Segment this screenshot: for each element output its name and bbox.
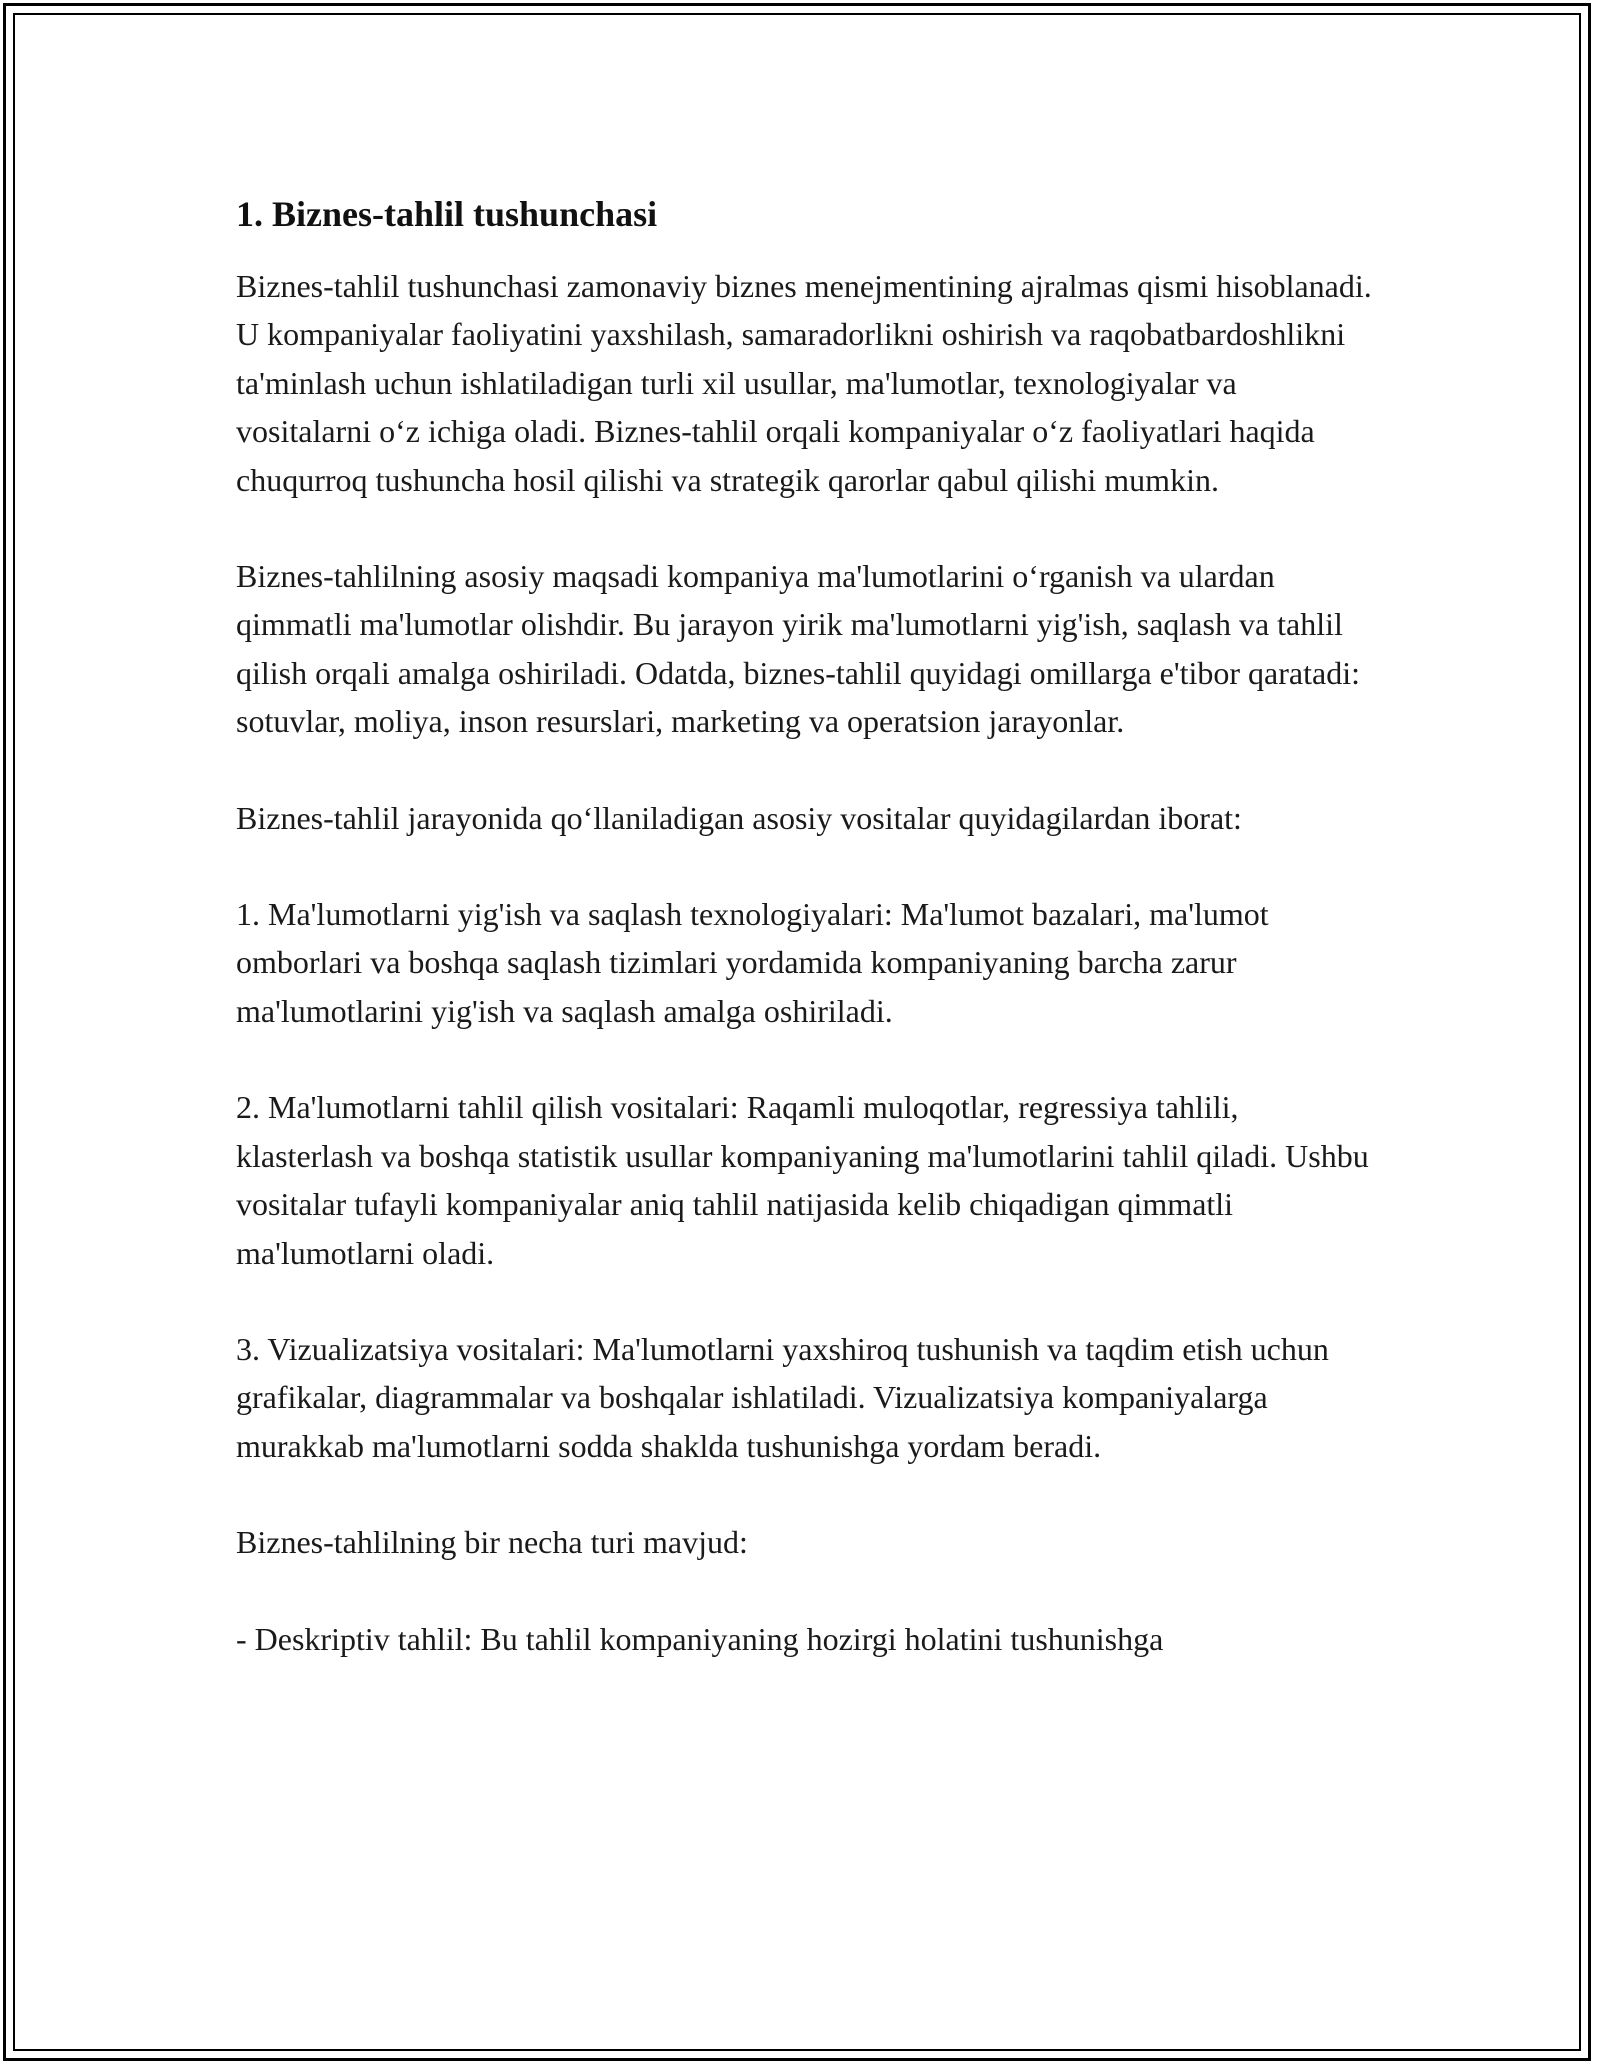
paragraph-types-intro: Biznes-tahlilning bir necha turi mavjud: (236, 1524, 748, 1561)
paragraph-purpose: Biznes-tahlilning asosiy maqsadi kompaniya ma'lumotlarini o‘rganish va ulardan qimmatli ma'lumotlar olishdir. Bu jarayon yirik ma'lumotlarni yig'ish, saqlash va tahlil qilish orqali amalga oshiriladi. Odatda, biznes-tahlil quyidagi omillarga e'tibor qaratadi: sotuvlar, moliya, inson resurslari, marketing va operatsion jarayonlar. (236, 558, 1360, 740)
paragraph-intro: Biznes-tahlil tushunchasi zamonaviy biznes menejmentining ajralmas qismi hisoblanadi. U kompaniyalar faoliyatini yaxshilash, samaradorlikni oshirish va raqobatbardoshlikni ta'minlash uchun ishlatiladigan turli xil usullar, ma'lumotlar, texnologiyalar va vositalarni o‘z ichiga oladi. Biznes-tahlil orqali kompaniyalar o‘z faoliyatlari haqida chuqurroq tushuncha hosil qilishi va strategik qarorlar qabul qilishi mumkin. (236, 268, 1372, 498)
list-item-data-collection: 1. Ma'lumotlarni yig'ish va saqlash texnologiyalari: Ma'lumot bazalari, ma'lumot omborlari va boshqa saqlash tizimlari yordamida kompaniyaning barcha zarur ma'lumotlarini yig'ish va saqlash amalga oshiriladi. (236, 896, 1269, 1029)
list-item-data-analysis: 2. Ma'lumotlarni tahlil qilish vositalari: Raqamli muloqotlar, regressiya tahlili, klasterlash va boshqa statistik usullar kompaniyaning ma'lumotlarini tahlil qiladi. Ushbu vositalar tufayli kompaniyalar aniq tahlil natijasida kelib chiqadigan qimmatli ma'lumotlarni oladi. (236, 1089, 1369, 1271)
list-item-visualization: 3. Vizualizatsiya vositalari: Ma'lumotlarni yaxshiroq tushunish va taqdim etish uchun grafikalar, diagrammalar va boshqalar ishlatiladi. Vizualizatsiya kompaniyalarga murakkab ma'lumotlarni sodda shaklda tushunishga yordam beradi. (236, 1330, 1329, 1464)
document-body (236, 188, 1376, 1663)
section-heading: 1. Biznes-tahlil tushunchasi (236, 194, 658, 234)
list-item-descriptive: - Deskriptiv tahlil: Bu tahlil kompaniyaning hozirgi holatini tushunishga (236, 1620, 1164, 1657)
paragraph-tools-intro: Biznes-tahlil jarayonida qo‘llaniladigan asosiy vositalar quyidagilardan iborat: (236, 799, 1242, 836)
